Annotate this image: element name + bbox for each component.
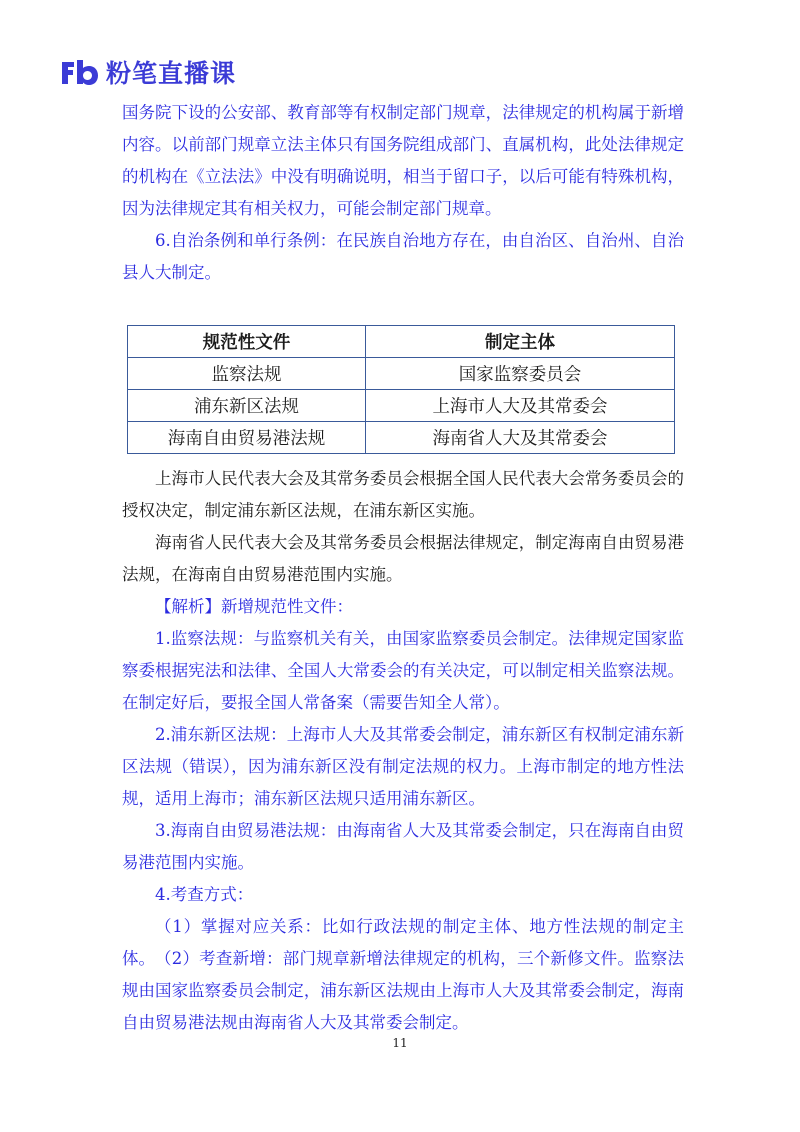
- fb-logo-icon: [60, 58, 100, 86]
- analysis-item-2: 2.浦东新区法规：上海市人大及其常委会制定，浦东新区有权制定浦东新区法规（错误），因为浦东新区没有制定法规的权力。上海市制定的地方性法规，适用上海市；浦东新区法规只适用浦东新区。: [122, 725, 684, 808]
- paragraph-hainan: 海南省人民代表大会及其常务委员会根据法律规定，制定海南自由贸易港法规，在海南自由贸易港范围内实施。: [122, 533, 684, 584]
- column-header: 制定主体: [366, 326, 675, 358]
- analysis-item-4: 4.考查方式：: [155, 885, 254, 904]
- analysis-sub-2: （2）考查新增：部门规章新增法律规定的机构，三个新修文件。监察法规由国家监察委员会制定，浦东新区法规由上海市人大及其常委会制定，海南自由贸易港法规由海南省人大及其常委会制定。: [122, 949, 684, 1032]
- paragraph-ministries: 国务院下设的公安部、教育部等有权制定部门规章，法律规定的机构属于新增内容。以前部门规章立法主体只有国务院组成部门、直属机构，此处法律规定的机构在《立法法》中没有明确说明，相当于留口子，以后可能有特殊机构，因为法律规定其有相关权力，可能会制定部门规章。: [122, 103, 684, 218]
- table-row: [128, 422, 675, 454]
- table-cell: 监察法规: [128, 358, 366, 390]
- column-header: 规范性文件: [128, 326, 366, 358]
- analysis-heading: 【解析】新增规范性文件：: [155, 597, 353, 616]
- brand-name: 粉笔直播课: [106, 59, 237, 88]
- table-cell: 上海市人大及其常委会: [366, 390, 675, 422]
- table-header-row: [128, 326, 675, 358]
- analysis-item-3: 3.海南自由贸易港法规：由海南省人大及其常委会制定，只在海南自由贸易港范围内实施。: [122, 821, 684, 872]
- table-cell: 海南自由贸易港法规: [128, 422, 366, 454]
- table-row: [128, 358, 675, 390]
- page-number: 11: [392, 1036, 408, 1050]
- paragraph-autonomous-regulations: 6.自治条例和单行条例：在民族自治地方存在，由自治区、自治州、自治县人大制定。: [122, 231, 684, 282]
- paragraph-pudong: 上海市人民代表大会及其常务委员会根据全国人民代表大会常务委员会的授权决定，制定浦东新区法规，在浦东新区实施。: [122, 469, 684, 520]
- table-cell: 海南省人大及其常委会: [366, 422, 675, 454]
- analysis-sub-1: （1）掌握对应关系：比如行政法规的制定主体、地方性法规的制定主体。: [122, 917, 684, 968]
- table-cell: 国家监察委员会: [366, 358, 675, 390]
- header-logo: [60, 54, 236, 90]
- table-row: [128, 390, 675, 422]
- table-cell: 浦东新区法规: [128, 390, 366, 422]
- regulation-table: [127, 325, 675, 454]
- analysis-item-1: 1.监察法规：与监察机关有关，由国家监察委员会制定。法律规定国家监察委根据宪法和法律、全国人大常委会的有关决定，可以制定相关监察法规。在制定好后，要报全国人常备案（需要告知全人常）。: [122, 629, 684, 712]
